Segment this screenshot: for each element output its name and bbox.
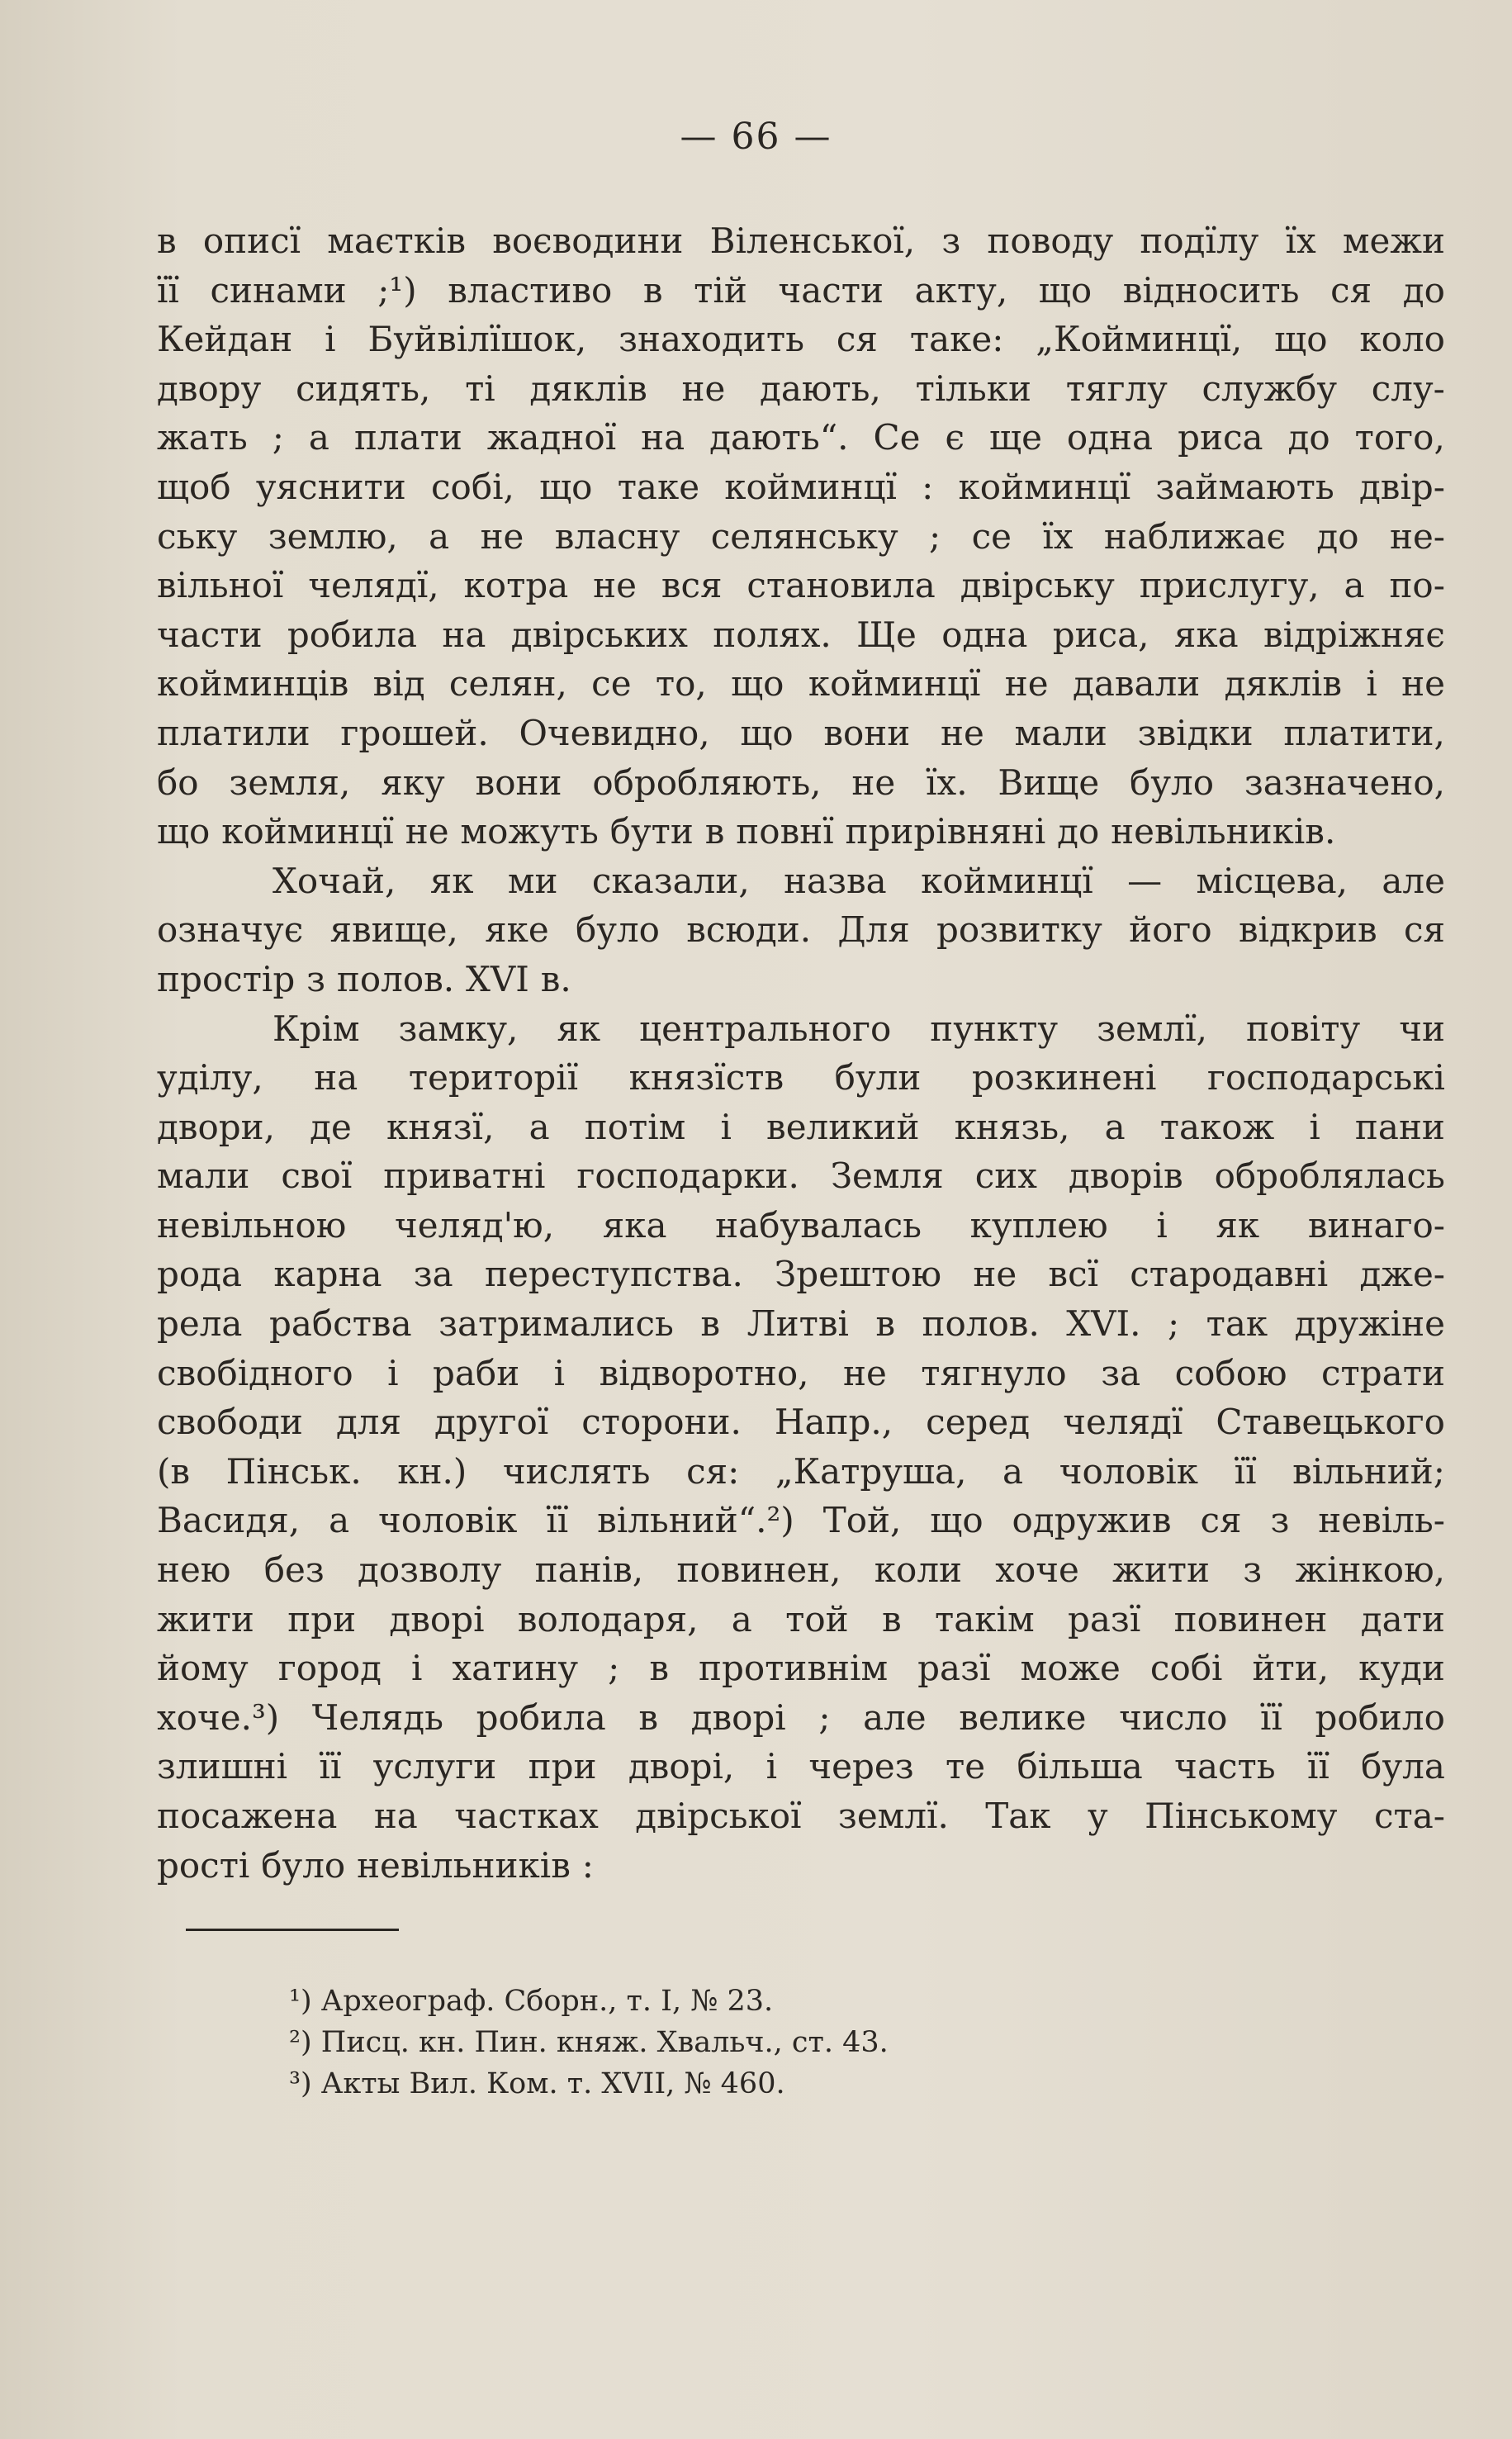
footnotes [289,1981,1280,2104]
text-line: йому город і хатину ; в противнім разї може собі йти, куди [157,1648,1445,1689]
text-line: Васидя, а чоловік її вільний“.²) Той, що одружив ся з невіль- [157,1500,1445,1541]
text-line: хоче.³) Челядь робила в дворі ; але велике число її робило [157,1696,1445,1738]
text-line: части робила на двірських полях. Ще одна риса, яка відріжняє [157,614,1445,655]
text-line: злишні її услуги при дворі, і через те більша часть її була [157,1746,1445,1787]
text-line: її синами ;¹) властиво в тій части акту, що відносить ся до [157,269,1445,311]
body-text [157,216,1445,1890]
text-line: нею без дозволу панів, повинен, коли хоче жити з жінкою, [157,1549,1445,1591]
text-line: простір з полов. XVI в. [157,958,571,999]
footnote: ³) Акты Вил. Ком. т. XVII, № 460. [289,2067,785,2100]
footnote: ²) Писц. кн. Пин. княж. Хвальч., ст. 43. [289,2026,889,2059]
text-line: Кейдан і Буйвілїшок, знаходить ся таке: „Койминцї, що коло [157,319,1445,360]
footnote-divider [186,1929,399,1931]
text-line: Хочай, як ми сказали, назва койминцї — місцева, але [273,860,1445,901]
text-line: означує явище, яке було всюди. Для розвитку його відкрив ся [157,909,1445,951]
text-line: свобідного і раби і відворотно, не тягнуло за собою страти [157,1352,1445,1393]
text-line: Крім замку, як центрального пункту землї, повіту чи [273,1008,1445,1049]
text-line: жити при дворі володаря, а той в такім разї повинен дати [157,1598,1445,1639]
text-line: бо земля, яку вони обробляють, не їх. Вище було зазначено, [157,762,1445,803]
text-line: щоб уяснити собі, що таке койминцї : койминцї займають двір- [157,466,1445,507]
text-line: посажена на частках двірської землї. Так у Пінському ста- [157,1796,1445,1836]
text-line: мали свої приватні господарки. Земля сих дворів оброблялась [157,1155,1445,1197]
text-line: двори, де князї, а потім і великий князь, а також і пани [157,1106,1445,1147]
text-line: рела рабства затримались в Литві в полов. XVI. ; так дружіне [157,1303,1445,1345]
text-line: невільною челяд'ю, яка набувалась куплею і як винаго- [157,1204,1445,1246]
footnote: ¹) Археограф. Сборн., т. I, № 23. [289,1985,774,2018]
text-line: койминців від селян, се то, що койминцї не давали дяклів і не [157,663,1445,705]
page-number: — 66 — [680,116,832,158]
text-line: в описї маєтків воєводини Віленської, з поводу подїлу їх межи [157,221,1445,261]
text-line: платили грошей. Очевидно, що вони не мали звідки платити, [157,712,1445,753]
text-line: жать ; а плати жадної на дають“. Се є ще одна риса до того, [157,417,1445,458]
text-line: рості було невільників : [157,1844,594,1886]
text-line: свободи для другої сторони. Напр., серед челядї Ставецького [157,1402,1445,1443]
text-line: уділу, на території князїств були розкинені господарські [157,1057,1445,1098]
text-line: (в Пінськ. кн.) числять ся: „Катруша, а чоловік її вільний; [157,1450,1445,1492]
text-line: двору сидять, ті дяклів не дають, тільки тяглу службу слу- [157,368,1445,409]
text-line: що койминцї не можуть бути в повнї прирівняні до невільників. [157,811,1336,852]
text-line: рода карна за переступства. Зрештою не всї стародавні дже- [157,1254,1445,1295]
text-line: ську землю, а не власну селянську ; се їх наближає до не- [157,515,1445,557]
text-line: вільної челядї, котра не вся становила двірську прислугу, а по- [157,565,1445,606]
